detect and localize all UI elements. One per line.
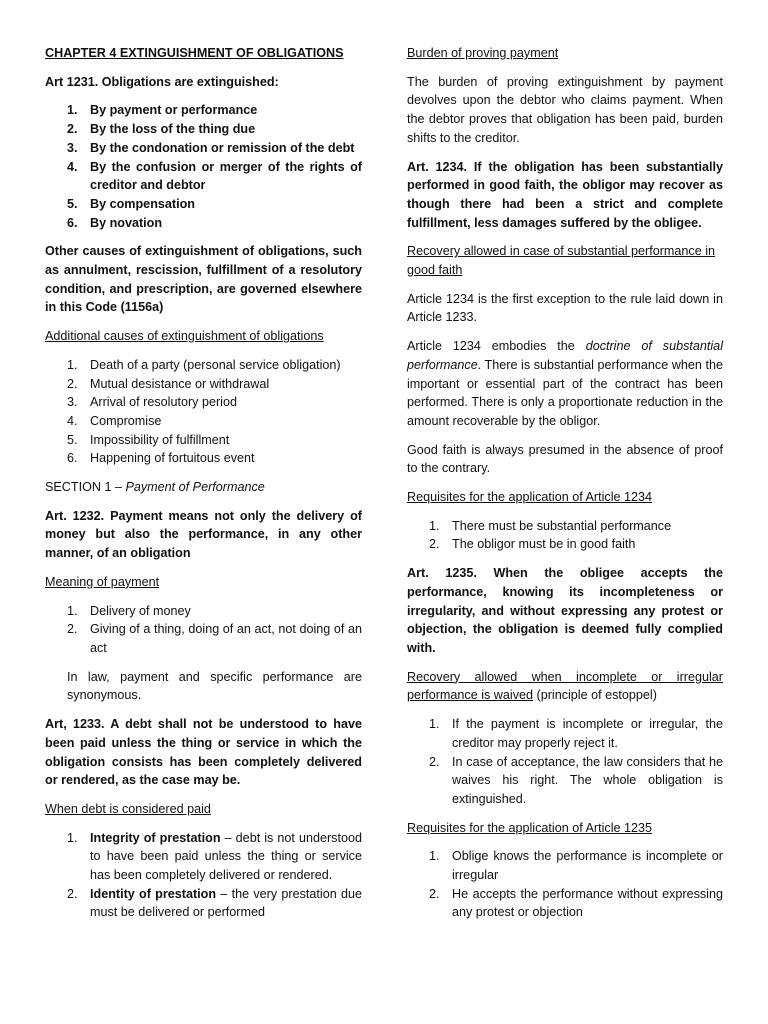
list-item: 6. Happening of fortuitous event <box>67 451 255 466</box>
list-item: 4. By the confusion or merger of the rights of creditor and debtor <box>67 159 362 193</box>
burden-paragraph: The burden of proving extinguishment by payment devolves upon the debtor who claims payment. When the debtor proves that obligation has been paid, burden shifts to the creditor. <box>407 74 723 145</box>
additional-causes-list <box>45 356 362 468</box>
list-item: 1. There must be substantial performance <box>429 518 672 533</box>
list-item: 1. By payment or performance <box>67 103 258 118</box>
waived-heading: Recovery allowed when incomplete or irregular performance is waived (principle of estoppel) <box>407 669 723 703</box>
list-item: 2. In case of acceptance, the law considers that he waives his right. The whole obligation is extinguished. <box>429 754 723 806</box>
debt-paid-heading: When debt is considered paid <box>45 801 211 816</box>
list-item: 2. Giving of a thing, doing of an act, not doing of an act <box>67 622 362 655</box>
list-item: 1. Delivery of money <box>67 603 191 618</box>
art-1233-paragraph: Art, 1233. A debt shall not be understood to have been paid unless the thing or service in which the obligation consists has been completely delivered or rendered, as the case may be. <box>45 717 362 788</box>
synonymous-paragraph: In law, payment and specific performance are synonymous. <box>67 669 362 703</box>
art-1235-paragraph: Art. 1235. When the obligee accepts the performance, knowing its incompleteness or irregularity, and without expressing any protest or objection, the obligation is deemed fully complied with. <box>407 566 723 655</box>
other-causes-paragraph: Other causes of extinguishment of obligations, such as annulment, rescission, fulfillment of a resolutory condition, and prescription, are governed elsewhere in this Code (1156a) <box>45 244 362 315</box>
chapter-title: CHAPTER 4 EXTINGUISHMENT OF OBLIGATIONS <box>45 46 344 60</box>
list-item: 3. Arrival of resolutory period <box>67 395 237 410</box>
list-item: 1. If the payment is incomplete or irregular, the creditor may properly reject it. <box>429 717 723 750</box>
right-column <box>407 44 723 932</box>
requisites-1235-heading: Requisites for the application of Article 1235 <box>407 820 653 835</box>
art-1232-paragraph: Art. 1232. Payment means not only the delivery of money but also the performance, in any other manner, of an obligation <box>45 508 362 561</box>
list-item: 2. He accepts the performance without expressing any protest or objection <box>429 886 723 920</box>
list-item: 1. Death of a party (personal service obligation) <box>67 357 341 372</box>
doctrine-paragraph: Article 1234 embodies the doctrine of substantial performance. There is substantial performance when the important or essential part of the contract has been performed. There is only a proportionate reduction in the amount recoverable by the obligor. <box>407 339 723 428</box>
list-item: 1. Integrity of prestation – debt is not understood to have been paid unless the thing or service has been completely delivered or rendered. <box>67 830 362 883</box>
debt-paid-list <box>45 829 362 923</box>
list-item: 2. The obligor must be in good faith <box>429 537 636 552</box>
art-1231-heading: Art 1231. Obligations are extinguished: <box>45 74 279 89</box>
left-column <box>45 44 362 932</box>
list-item: 5. Impossibility of fulfillment <box>67 432 230 447</box>
meaning-of-payment-list <box>45 602 362 658</box>
requisites-1234-list <box>407 517 723 554</box>
first-exception-paragraph: Article 1234 is the first exception to the rule laid down in Article 1233. <box>407 291 723 325</box>
list-item: 5. By compensation <box>67 196 195 211</box>
list-item: 2. Mutual desistance or withdrawal <box>67 376 270 391</box>
meaning-of-payment-heading: Meaning of payment <box>45 574 160 589</box>
art-1231-list <box>45 101 362 232</box>
list-item: 2. By the loss of the thing due <box>67 122 256 137</box>
section-1-heading: SECTION 1 – Payment of Performance <box>45 480 265 495</box>
art-1234-paragraph: Art. 1234. If the obligation has been substantially performed in good faith, the obligor may recover as though there had been a strict and complete fulfillment, less damages suffered by the obligee. <box>407 159 723 230</box>
requisites-1235-list <box>407 847 723 922</box>
list-item: 1. Oblige knows the performance is incomplete or irregular <box>429 849 723 883</box>
waived-list <box>407 715 723 809</box>
list-item: 6. By novation <box>67 215 163 230</box>
good-faith-paragraph: Good faith is always presumed in the absence of proof to the contrary. <box>407 442 723 476</box>
list-item: 2. Identity of prestation – the very prestation due must be delivered or performed <box>67 886 363 920</box>
requisites-1234-heading: Requisites for the application of Article 1234 <box>407 490 653 505</box>
recovery-heading: Recovery allowed in case of substantial performance in good faith <box>407 244 716 278</box>
additional-causes-heading: Additional causes of extinguishment of obligations <box>45 329 324 344</box>
list-item: 4. Compromise <box>67 413 162 428</box>
burden-heading: Burden of proving payment <box>407 46 559 60</box>
list-item: 3. By the condonation or remission of the debt <box>67 140 355 155</box>
